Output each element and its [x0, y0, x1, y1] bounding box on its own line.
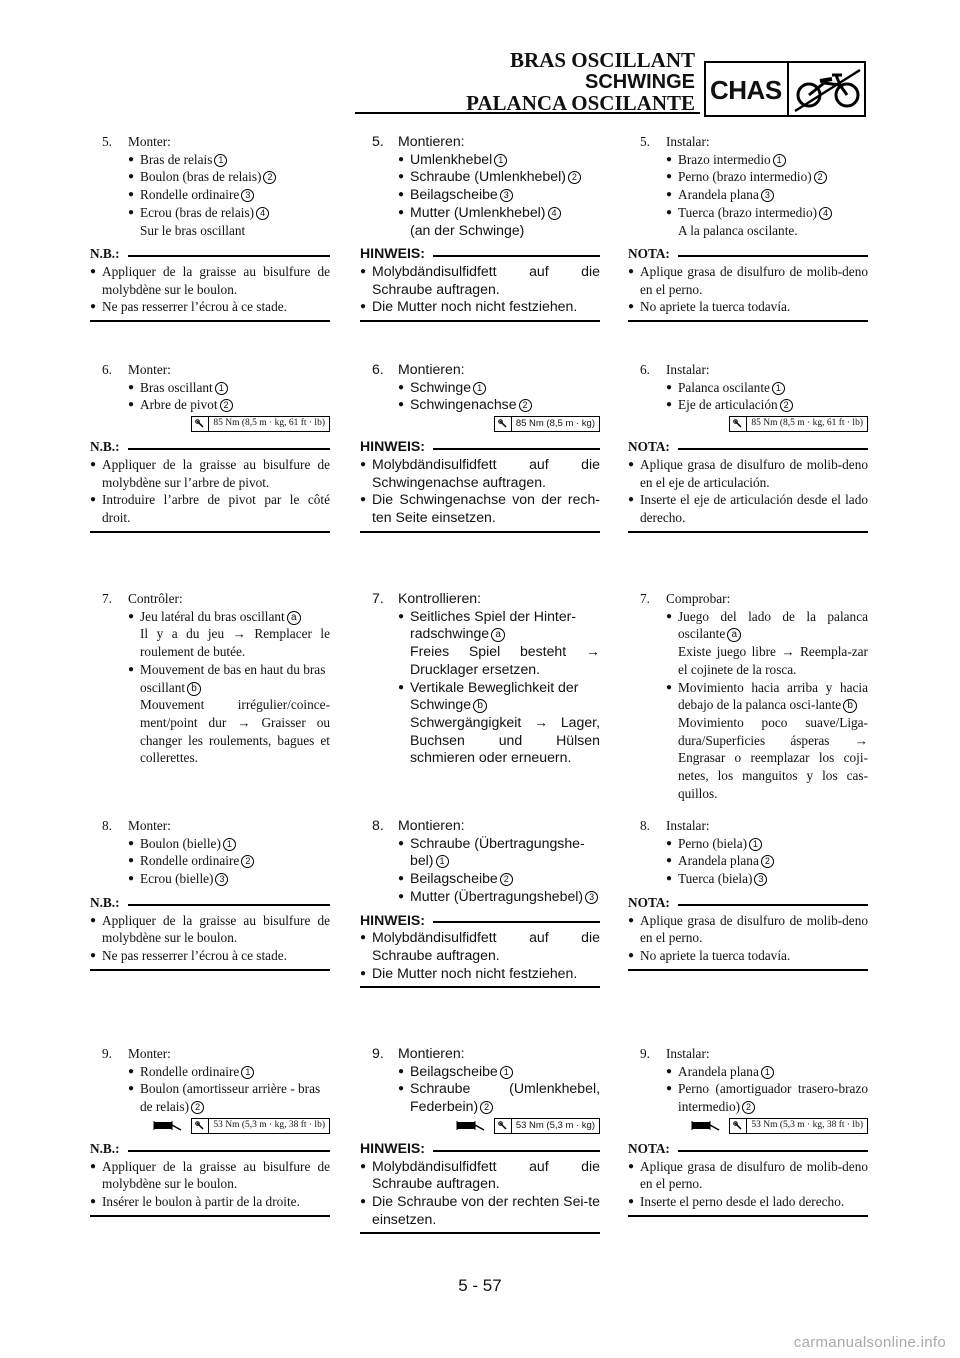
title-es: PALANCA OSCILANTE	[466, 91, 695, 115]
page-number: 5 - 57	[458, 1276, 502, 1295]
torque-spec: 85 Nm (8,5 m · kg)	[494, 416, 600, 432]
torque-spec: 85 Nm (8,5 m · kg, 61 ft · lb)	[191, 416, 330, 432]
chassis-badge	[704, 61, 866, 117]
de-step-8: 8. Montieren: ● Schraube (Übertragungshe-bel) 1 ● Beilagscheibe 2 ● Mutter (Übertragungshebel) 3 HINWEIS: ● Molybdändisulfidfett auf die Schraube auftragen. ● Die Mutter noch nicht festziehen.	[360, 817, 600, 988]
grease-gun-icon	[456, 1120, 486, 1132]
section-title	[466, 50, 695, 114]
wrench-icon	[730, 417, 747, 431]
fr-step-6: 6. Monter: ● Bras oscillant 1 ● Arbre de pivot 2 85 Nm (8,5 m · kg, 61 ft · lb) N.B.: ● Appliquer de la graisse au bisulfure de molybdène sur l’arbre de pivot. ● Introduire l’arbre de pivot par le côté droit.	[90, 361, 330, 533]
title-fr: BRAS OSCILLANT	[510, 48, 695, 72]
callout-a: a	[287, 611, 301, 625]
torque-spec: 53 Nm (5,3 m · kg, 38 ft · lb)	[729, 1118, 868, 1134]
es-step-6: 6. Instalar: ● Palanca oscilante 1 ● Eje de articulación 2 85 Nm (8,5 m · kg, 61 ft · lb) NOTA: ● Aplique grasa de disulfuro de molib-deno en el eje de articulación. ● Inserte el eje de articulación desde el lado derecho.	[628, 361, 868, 533]
watermark: carmanualsonline.info	[793, 1334, 946, 1351]
wrench-icon	[495, 1119, 512, 1133]
de-step-5: 5. Montieren: ● Umlenkhebel 1 ● Schraube (Umlenkhebel) 2 ● Beilagscheibe 3 ● Mutter (Umlenkhebel) 4 (an der Schwinge) HINWEIS: ● Molybdändisulfidfett auf die Schraube auftragen. ● Die Mutter noch nicht festziehen.	[360, 133, 600, 322]
wrench-icon	[192, 417, 209, 431]
fr-step-9: 9. Monter: ● Rondelle ordinaire 1 ● Boulon (amortisseur arrière - bras de relais) 2 53 Nm (5,3 m · kg, 38 ft · lb) N.B.: ● Appliquer de la graisse au bisulfure de molybdène sur le boulon. ● Insérer le boulon à partir de la droite.	[90, 1045, 330, 1217]
es-step-5: 5. Instalar: ● Brazo intermedio 1 ● Perno (brazo intermedio) 2 ● Arandela plana 3 ● Tuerca (brazo intermedio) 4 A la palanca oscilante. NOTA: ● Aplique grasa de disulfuro de molib-deno en el perno. ● No apriete la tuerca todavía.	[628, 133, 868, 322]
grease-gun-icon	[691, 1120, 721, 1132]
de-step-7: 7. Kontrollieren: ● Seitliches Spiel der Hinter-radschwinge a Freies Spiel besteht → Drucklager ersetzen. ● Vertikale Beweglichkeit der Schwinge b Schwergängigkeit → Lager, Buchsen und Hülsen schmieren oder erneuern.	[372, 590, 600, 766]
wrench-icon	[730, 1119, 747, 1133]
fr-step-7: 7. Contrôler: ● Jeu latéral du bras oscillant a Il y a du jeu → Remplacer le roulement de butée. ● Mouvement de bas en haut du bras oscillant b Mouvement irrégulier/coince-ment/point dur → Graisser ou changer les roulements, bagues et collerettes.	[102, 591, 330, 766]
torque-spec: 53 Nm (5,3 m · kg, 38 ft · lb)	[191, 1118, 330, 1134]
note-label: N.B.:	[90, 246, 120, 262]
torque-spec: 85 Nm (8,5 m · kg, 61 ft · lb)	[729, 416, 868, 432]
badge-label: CHAS	[710, 75, 782, 105]
callout-3: 3	[241, 189, 254, 202]
callout-4: 4	[256, 207, 269, 220]
motorcycle-icon	[792, 67, 864, 113]
callout-2: 2	[263, 171, 276, 184]
title-rule	[355, 112, 700, 114]
title-de: SCHWINGE	[585, 71, 695, 93]
badge-divider	[787, 61, 789, 117]
callout-1: 1	[214, 154, 227, 167]
es-step-7: 7. Comprobar: ● Juego del lado de la palanca oscilante a Existe juego libre → Reempla-zar el cojinete de la rosca. ● Movimiento hacia arriba y hacia debajo de la palanca osci-lante b Movimiento poco suave/Liga-dura/Superficies ásperas → Engrasar o reemplazar los coji-netes, los manguitos y los cas-quillos.	[640, 591, 868, 801]
fr-step-5: 5. Monter: ● Bras de relais 1 ● Boulon (bras de relais) 2 ● Rondelle ordinaire 3 ● Ecrou (bras de relais) 4 Sur le bras oscillant N.B.: ● Appliquer de la graisse au bisulfure de molybdène sur le boulon. ● Ne pas resserrer l’écrou à ce stade.	[90, 133, 330, 322]
callout-b: b	[187, 682, 201, 696]
fr-step-8: 8. Monter: ● Boulon (bielle) 1 ● Rondelle ordinaire 2 ● Ecrou (bielle) 3 N.B.: ● Appliquer de la graisse au bisulfure de molybdène sur le boulon. ● Ne pas resserrer l’écrou à ce stade.	[90, 817, 330, 971]
wrench-icon	[192, 1119, 209, 1133]
es-step-8: 8. Instalar: ● Perno (biela) 1 ● Arandela plana 2 ● Tuerca (biela) 3 NOTA: ● Aplique grasa de disulfuro de molib-deno en el perno. ● No apriete la tuerca todavía.	[628, 817, 868, 971]
es-step-9: 9. Instalar: ● Arandela plana 1 ● Perno (amortiguador trasero-brazo intermedio) 2 53 Nm (5,3 m · kg, 38 ft · lb) NOTA: ● Aplique grasa de disulfuro de molib-deno en el perno. ● Inserte el perno desde el lado derecho.	[628, 1045, 868, 1217]
grease-gun-icon	[153, 1120, 183, 1132]
de-step-9: 9. Montieren: ● Beilagscheibe 1 ● Schraube (Umlenkhebel, Federbein) 2 53 Nm (5,3 m · kg) HINWEIS: ● Molybdändisulfidfett auf die Schraube auftragen. ● Die Schraube von der rechten Sei-te einsetzen.	[360, 1045, 600, 1234]
wrench-icon	[495, 417, 512, 431]
torque-spec: 53 Nm (5,3 m · kg)	[494, 1118, 600, 1134]
de-step-6: 6. Montieren: ● Schwinge 1 ● Schwingenachse 2 85 Nm (8,5 m · kg) HINWEIS: ● Molybdändisulfidfett auf die Schwingenachse auftragen. ● Die Schwingenachse von der rech-ten Seite einsetzen.	[360, 361, 600, 533]
